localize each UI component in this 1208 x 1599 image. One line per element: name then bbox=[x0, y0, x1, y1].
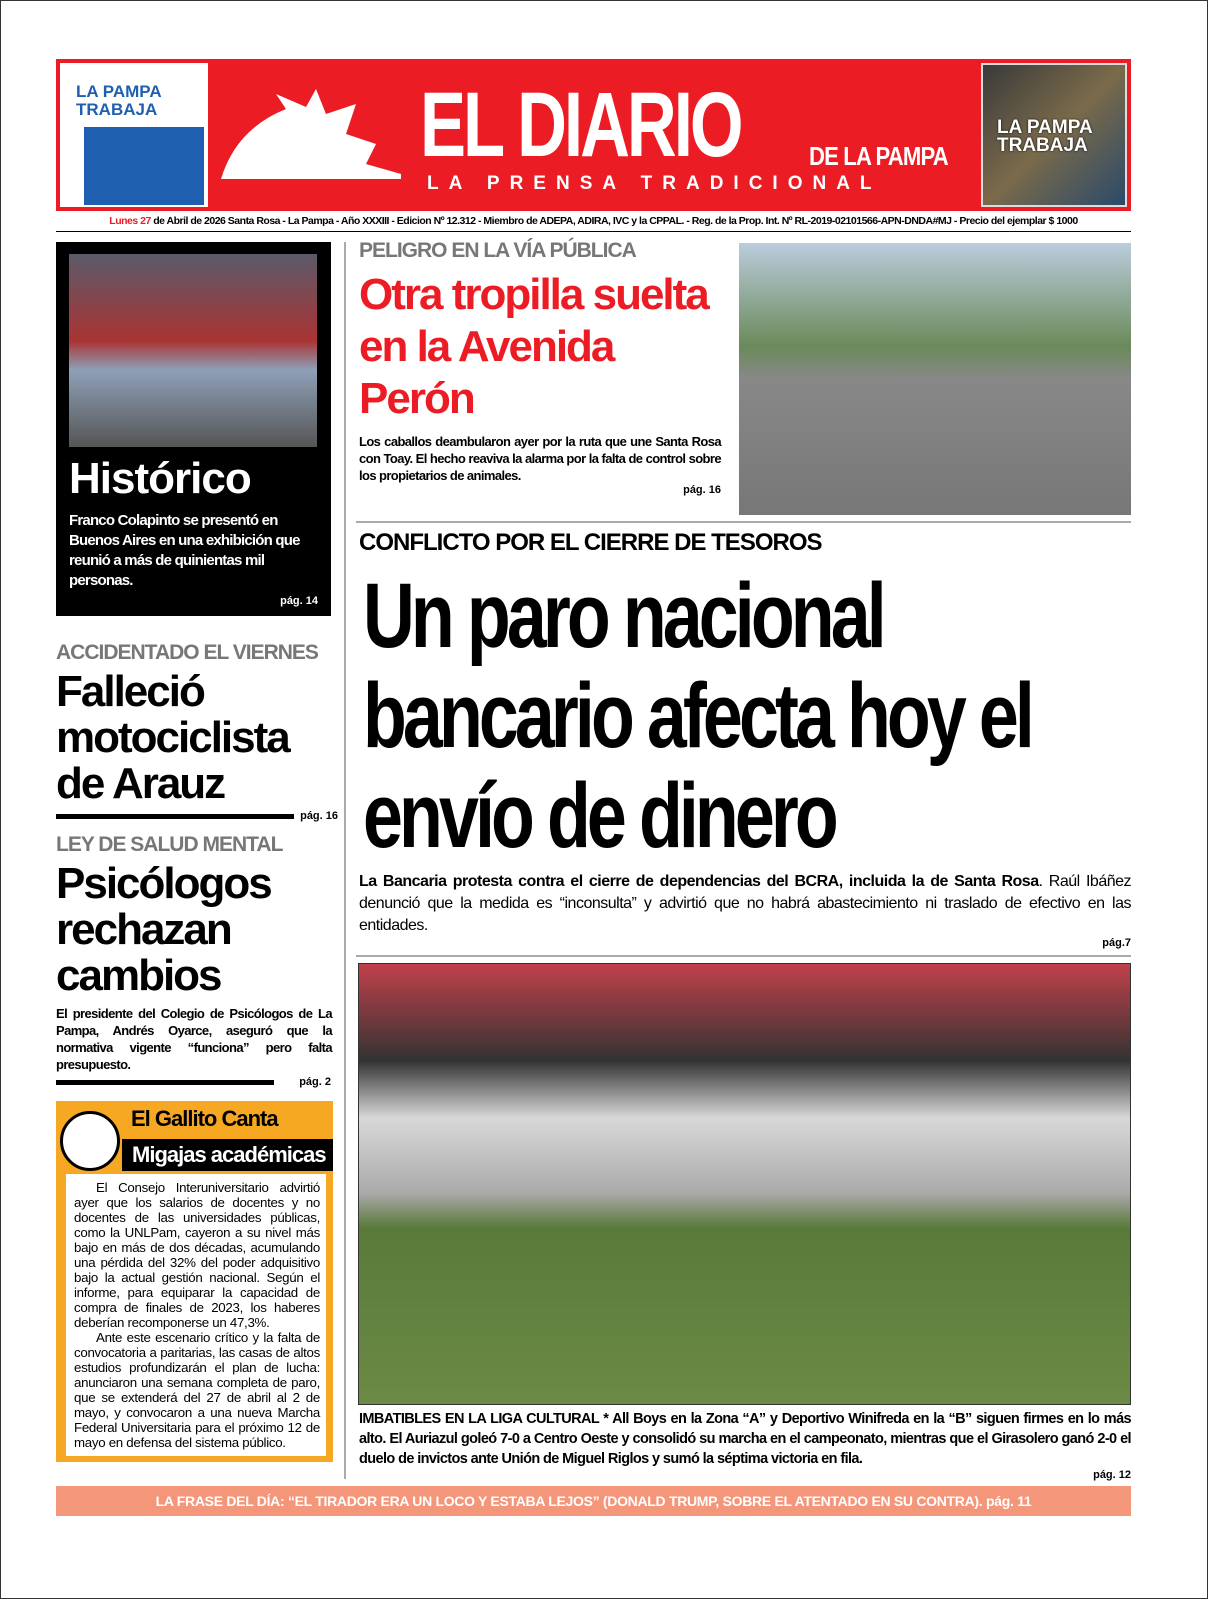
divider bbox=[356, 521, 1131, 523]
la-pampa-trabaja-logo[interactable]: LA PAMPA TRABAJA bbox=[60, 63, 208, 207]
story-headline: Otra tropilla suelta en la Avenida Perón bbox=[359, 270, 708, 423]
main-kicker: CONFLICTO POR EL CIERRE DE TESOROS bbox=[359, 529, 822, 556]
newspaper-title[interactable]: EL DIARIO bbox=[420, 74, 741, 176]
el-gallito-canta-column[interactable] bbox=[56, 1101, 333, 1462]
column-title: Migajas académicas bbox=[132, 1142, 326, 1167]
divider bbox=[356, 955, 1131, 957]
divider bbox=[56, 814, 294, 819]
newspaper-subtitle: DE LA PAMPA bbox=[809, 141, 948, 171]
column-body: El Consejo Interuniversitario advirtió ayer que los salarios de docentes y no docentes de las universidades públicas, como la UNLPam, cayeron a su nivel más bajo en más de dos décadas, acumulando una pérdida del 32% del poder adquisitivo bajo la actual gestión nacional. Según el informe, para equiparar la capacidad de compra de finales de 2023, los haberes deberían recomponerse un 47,3%. Ante este escenario crítico y la falta de convocatoria a paritarias, las casas de altos estudios profundizarán el plan de lucha: anunciaron una semana completa de paro, que se extenderá del 27 de abril al 2 de mayo, y convocaron a una nueva Marcha Federal Universitaria para el próximo 12 de mayo en defensa del sistema público. bbox=[74, 1180, 320, 1450]
page-ref: pág.7 bbox=[1102, 937, 1131, 949]
story-headline: Histórico bbox=[69, 454, 251, 503]
story-summary: Franco Colapinto se presentó en Buenos Aires en una exhibición que reunió a más de quinientas mil personas. bbox=[69, 512, 300, 589]
left-column bbox=[56, 641, 341, 1462]
colapinto-photo bbox=[69, 254, 317, 447]
frase-del-dia-banner: LA FRASE DEL DÍA: “EL TIRADOR ERA UN LOCO Y ESTABA LEJOS” (DONALD TRUMP, SOBRE EL ATENTADO EN SU CONTRA). pág. 11 bbox=[56, 1486, 1131, 1516]
horses-photo bbox=[739, 243, 1131, 515]
divider bbox=[56, 1080, 274, 1085]
la-pampa-map-shape bbox=[84, 127, 204, 205]
football-photo bbox=[358, 963, 1131, 1405]
column-label: El Gallito Canta bbox=[131, 1106, 278, 1131]
psicologos-story[interactable] bbox=[56, 833, 341, 1091]
page-ref: pág. 16 bbox=[300, 809, 338, 822]
story-kicker: PELIGRO EN LA VÍA PÚBLICA bbox=[359, 239, 636, 262]
story-kicker: ACCIDENTADO EL VIERNES bbox=[56, 641, 318, 664]
main-headline[interactable]: Un paro nacional bancario afecta hoy el envío de dinero bbox=[363, 565, 1031, 867]
photo-caption: IMBATIBLES EN LA LIGA CULTURAL * All Boys en la Zona “A” y Deportivo Winifreda en la “B” siguen firmes en lo más alto. El Auriazul goleó 7-0 a Centro Oeste y consolidó su marcha en el campeonato, mientras que el Girasolero ganó 2-0 el duelo de invictos ante Unión de Miguel Riglos y sumó la séptima victoria en fila. bbox=[359, 1411, 1131, 1467]
story-kicker: LEY DE SALUD MENTAL bbox=[56, 833, 283, 856]
historico-story[interactable] bbox=[56, 242, 331, 616]
motociclista-story[interactable] bbox=[56, 641, 341, 825]
column-divider bbox=[344, 242, 346, 1479]
story-headline: Falleció motociclista de Arauz bbox=[56, 667, 289, 808]
story-summary: El presidente del Colegio de Psicólogos de La Pampa, Andrés Oyarce, aseguró que la normativa vigente “funciona” pero falta presupuesto. bbox=[56, 1006, 332, 1072]
rooster-icon bbox=[60, 1111, 120, 1171]
column-title-bar bbox=[122, 1139, 333, 1171]
dateline: Lunes 27 de Abril de 2026 Santa Rosa - La Pampa - Año XXXIII - Edicion Nº 12.312 - Miembro de ADEPA, ADIRA, IVC y la CPPAL. - Reg. de la Prop. Int. Nº RL-2019-02101566-APN-DNDA#MJ - Precio del ejemplar $ 1000 bbox=[56, 215, 1131, 232]
main-lead: La Bancaria protesta contra el cierre de dependencias del BCRA, incluida la de Santa Rosa. Raúl Ibáñez denunció que la medida es “inconsulta” y advirtió que no habrá abastecimiento ni traslado de efectivo en las entidades. bbox=[359, 873, 1132, 934]
page-ref: pág. 14 bbox=[280, 595, 318, 607]
tagline: LA PRENSA TRADICIONAL bbox=[427, 173, 882, 194]
story-headline: Psicólogos rechazan cambios bbox=[56, 859, 271, 1000]
page-ref: pág. 16 bbox=[683, 484, 721, 496]
masthead bbox=[56, 59, 1131, 211]
tropilla-story[interactable] bbox=[359, 239, 724, 497]
rising-sun-logo-icon bbox=[216, 89, 401, 184]
page-ref: pág. 12 bbox=[1093, 1469, 1131, 1481]
page-ref: pág. 2 bbox=[299, 1075, 331, 1088]
story-summary: Los caballos deambularon ayer por la ruta que une Santa Rosa con Toay. El hecho reaviva la alarma por la falta de control sobre los propietarios de animales. bbox=[359, 434, 721, 483]
la-pampa-trabaja-ad[interactable]: LA PAMPA TRABAJA bbox=[981, 63, 1127, 207]
